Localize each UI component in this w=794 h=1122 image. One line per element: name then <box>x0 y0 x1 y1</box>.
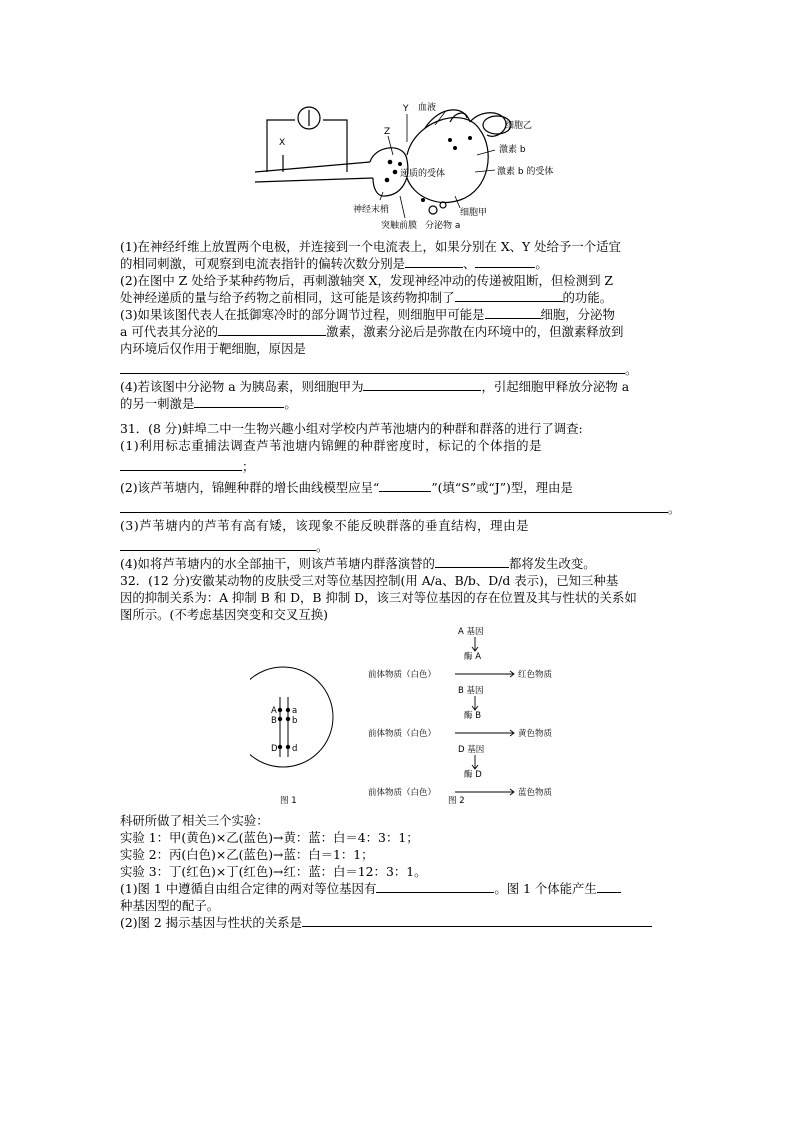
answer-blank[interactable] <box>363 378 481 391</box>
q-text: (4)若该图中分泌物 a 为胰岛素，则细胞甲为 ，引起细胞甲释放分泌物 a <box>120 379 630 394</box>
answer-blank[interactable] <box>120 538 316 551</box>
gene-label: b <box>292 716 298 726</box>
q-text: 。 <box>120 538 680 555</box>
q-text: 31．(8 分)蚌埠二中一生物兴趣小组对学校内芦苇池塘内的种群和群落的进行了调查: <box>120 421 583 436</box>
gene-label: a <box>292 706 298 716</box>
label-cell-yi: 细胞乙 <box>505 121 533 131</box>
label-hormone-b: 激素 b <box>499 145 526 155</box>
q-text: 的另一刺激是 。 <box>120 396 297 411</box>
label-x: X <box>279 138 286 148</box>
q-text: 。 <box>120 361 680 378</box>
pathway-gene: A 基因 <box>458 627 484 637</box>
question-31 <box>120 420 680 572</box>
q-text: 科研所做了相关三个实验： <box>120 813 269 828</box>
answer-blank[interactable] <box>218 323 326 336</box>
gene-label: A <box>271 706 277 716</box>
q-text: (2)图 2 揭示基因与性状的关系是 <box>120 914 680 931</box>
q-text: (1)利用标志重捕法调查芦苇池塘内锦鲤的种群密度时，标记的个体指的是 <box>120 438 543 453</box>
figure-2-label: 图 2 <box>448 796 465 806</box>
q-text: (3)芦苇塘内的芦苇有高有矮，该现象不能反映群落的垂直结构，理由是 <box>120 518 530 533</box>
q-text: 种基因型的配子。 <box>120 898 220 913</box>
question-32-experiments <box>120 812 680 931</box>
answer-blank[interactable] <box>485 306 541 319</box>
pathway-gene: D 基因 <box>458 745 485 755</box>
label-nerve-ending: 神经末梢 <box>353 205 390 215</box>
q-text: (2)该芦苇塘内，锦鲤种群的增长曲线模型应呈“ ”(填“S”或“J”)型，理由是 <box>120 480 573 495</box>
answer-blank[interactable] <box>376 880 494 893</box>
gene-pathway-figure <box>250 622 610 807</box>
q-text: ； <box>120 458 680 475</box>
question-32 <box>120 572 680 623</box>
answer-blank[interactable] <box>120 361 625 374</box>
q-text: (3)如果该图代表人在抵御寒冷时的部分调节过程，则细胞甲可能是 细胞，分泌物 <box>120 307 615 322</box>
q-text: 图所示。(不考虑基因突变和交叉互换) <box>120 607 328 622</box>
gene-label: B <box>271 716 277 726</box>
answer-blank[interactable] <box>302 914 652 927</box>
q-text: (1)图 1 中遵循自由组合定律的两对等位基因有 。图 1 个体能产生 <box>120 880 680 897</box>
label-blood: 血液 <box>418 103 437 113</box>
q-text: 处神经递质的量与给予药物之前相同，这可能是该药物抑制了 的功能。 <box>120 290 613 305</box>
q-text: (2)在图中 Z 处给予某种药物后，再刺激轴突 X，发现神经冲动的传递被阻断，但检测到 Z <box>120 273 614 288</box>
neuron-synapse-diagram <box>255 100 565 235</box>
pathway-enzyme: 酶 A <box>464 652 482 662</box>
experiment-2: 实验 2：丙(白色)×乙(蓝色)→蓝：白＝1：1； <box>120 847 374 862</box>
pathway-enzyme: 酶 D <box>464 770 482 780</box>
label-y: Y <box>403 104 409 114</box>
pathway-product: 黄色物质 <box>518 729 553 739</box>
q-text: a 可代表其分泌的 激素，激素分泌后是弥散在内环境中的，但激素释放到 <box>120 324 624 339</box>
label-transmitter-receptor: 递质的受体 <box>400 169 446 179</box>
q-text: 因的抑制关系为：A 抑制 B 和 D，B 抑制 D，该三对等位基因的存在位置及其与性状的关系如 <box>120 590 637 605</box>
q-text: 。 <box>120 500 680 517</box>
pathway-product: 红色物质 <box>518 670 553 680</box>
answer-blank[interactable] <box>475 255 535 268</box>
label-presynaptic: 突触前膜 <box>381 221 418 231</box>
figure-1-label: 图 1 <box>280 796 297 806</box>
pathway-precursor: 前体物质（白色） <box>368 729 437 739</box>
pathway-gene: B 基因 <box>458 686 484 696</box>
label-secretion-a: 分泌物 a <box>425 221 461 231</box>
answer-blank[interactable] <box>379 479 431 492</box>
answer-blank[interactable] <box>120 500 668 513</box>
question-block-neuron <box>120 238 680 412</box>
q-text: (1)在神经纤维上放置两个电极，并连接到一个电流表上，如果分别在 X、Y 处给予一个适宜 <box>120 239 621 254</box>
gene-label: D <box>271 744 278 754</box>
label-cell-jia: 细胞甲 <box>460 208 488 218</box>
q-text: 内环境后仅作用于靶细胞，原因是 <box>120 341 306 356</box>
answer-blank[interactable] <box>597 880 621 893</box>
pathway-enzyme: 酶 B <box>464 711 482 721</box>
answer-blank[interactable] <box>405 255 463 268</box>
answer-blank[interactable] <box>435 555 509 568</box>
pathway-product: 蓝色物质 <box>518 788 553 798</box>
label-z: Z <box>384 127 391 137</box>
pathway-precursor: 前体物质（白色） <box>368 670 437 680</box>
experiment-3: 实验 3：丁(红色)×丁(红色)→红：蓝：白＝12：3：1。 <box>120 864 427 879</box>
q-text: (4)如将芦苇塘内的水全部抽干，则该芦苇塘内群落演替的 都将发生改变。 <box>120 556 596 571</box>
q-text: 32．(12 分)安徽某动物的皮肤受三对等位基因控制(用 A/a、B/b、D/d 表示)，已知三种基 <box>120 573 619 588</box>
experiment-1: 实验 1：甲(黄色)×乙(蓝色)→黄：蓝：白＝4：3：1； <box>120 830 419 845</box>
label-hormone-b-receptor: 激素 b 的受体 <box>497 167 554 177</box>
answer-blank[interactable] <box>120 458 242 471</box>
pathway-precursor: 前体物质（白色） <box>368 788 437 798</box>
answer-blank[interactable] <box>455 289 563 302</box>
q-text: 的相同刺激，可观察到电流表指针的偏转次数分别是 、 。 <box>120 256 548 271</box>
answer-blank[interactable] <box>194 395 284 408</box>
gene-label: d <box>292 744 298 754</box>
